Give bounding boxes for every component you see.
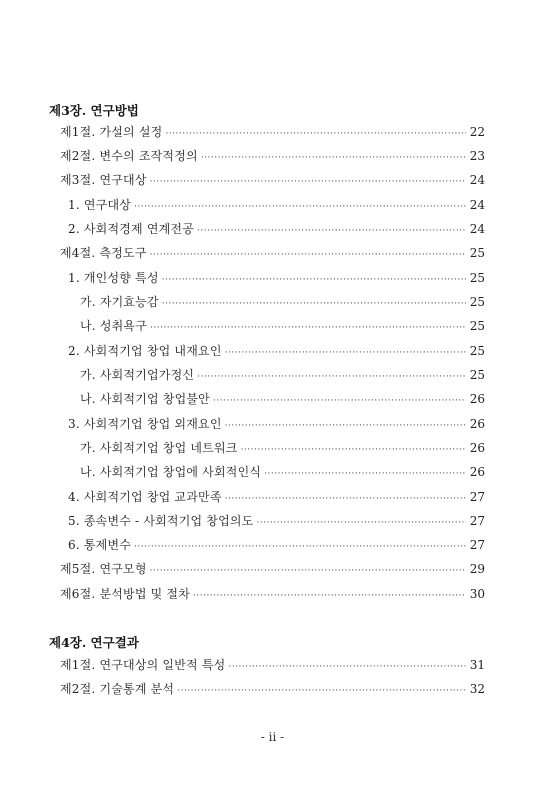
chapter-heading: 제3장. 연구방법 <box>49 103 139 118</box>
toc-entry-label: 제3절. 연구대상 <box>60 173 147 187</box>
toc-entry-label: 3. 사회적기업 창업 외재요인 <box>68 417 222 431</box>
toc-page-number: 24 <box>469 173 485 187</box>
toc-page-number: 32 <box>469 682 485 696</box>
toc-page-number: 25 <box>469 295 485 309</box>
toc-page-number: 25 <box>469 368 485 382</box>
toc-page-number: 29 <box>469 562 485 576</box>
toc-page-number: 27 <box>469 490 485 504</box>
toc-entry[interactable] <box>80 318 485 334</box>
toc-leader-dots <box>197 223 466 239</box>
toc-page-number: 25 <box>469 344 485 358</box>
toc-leader-dots <box>150 563 466 579</box>
toc-entry-label: 가. 사회적기업가정신 <box>80 368 195 382</box>
toc-entry[interactable] <box>60 681 485 697</box>
toc-leader-dots <box>225 491 466 507</box>
toc-entry-label: 제1절. 가설의 설정 <box>60 125 163 139</box>
toc-page-number: 25 <box>469 246 485 260</box>
toc-page-number: 23 <box>469 149 485 163</box>
toc-page-number: 26 <box>469 441 485 455</box>
toc-page-number: 26 <box>469 392 485 406</box>
toc-entry-label: 제6절. 분석방법 및 절차 <box>60 587 191 601</box>
toc-page-number: 26 <box>469 417 485 431</box>
toc-entry[interactable] <box>60 657 485 673</box>
toc-leader-dots <box>150 174 466 190</box>
toc-leader-dots <box>177 683 466 699</box>
toc-entry[interactable] <box>68 221 485 237</box>
toc-leader-dots <box>134 199 466 215</box>
toc-page-number: 25 <box>469 319 485 333</box>
toc-page-number: 31 <box>469 658 485 672</box>
toc-leader-dots <box>201 150 466 166</box>
toc-entry[interactable] <box>68 416 485 432</box>
toc-entry-label: 가. 사회적기업 창업 네트워크 <box>80 441 238 455</box>
toc-entry[interactable] <box>68 343 485 359</box>
toc-leader-dots <box>225 345 466 361</box>
toc-leader-dots <box>197 369 466 385</box>
toc-leader-dots <box>165 126 465 142</box>
page-number-footer: - ii - <box>260 730 285 744</box>
toc-entry[interactable] <box>80 464 485 480</box>
toc-entry-label: 제2절. 변수의 조작적정의 <box>60 149 198 163</box>
toc-entry-label: 4. 사회적기업 창업 교과만족 <box>68 490 222 504</box>
toc-leader-dots <box>162 296 466 312</box>
chapter-heading: 제4장. 연구결과 <box>49 635 139 650</box>
toc-entry-label: 2. 사회적경제 연계전공 <box>68 222 195 236</box>
toc-entry[interactable] <box>60 172 485 188</box>
toc-entry[interactable] <box>68 270 485 286</box>
toc-leader-dots <box>193 588 466 604</box>
toc-leader-dots <box>150 247 466 263</box>
toc-entry-label: 나. 사회적기업 창업에 사회적인식 <box>80 465 262 479</box>
toc-page-number: 27 <box>469 538 485 552</box>
toc-leader-dots <box>213 393 466 409</box>
toc-entry-label: 제1절. 연구대상의 일반적 특성 <box>60 658 226 672</box>
toc-entry-label: 6. 통제변수 <box>68 538 132 552</box>
toc-entry-label: 1. 개인성향 특성 <box>68 271 159 285</box>
toc-entry[interactable] <box>60 586 485 602</box>
toc-entry-label: 가. 자기효능감 <box>80 295 159 309</box>
toc-entry[interactable] <box>60 124 485 140</box>
toc-entry[interactable] <box>60 561 485 577</box>
toc-entry-label: 제5절. 연구모형 <box>60 562 147 576</box>
toc-entry[interactable] <box>68 197 485 213</box>
toc-leader-dots <box>134 539 466 555</box>
toc-page-number: 24 <box>469 198 485 212</box>
toc-leader-dots <box>162 272 466 288</box>
toc-page-number: 30 <box>469 587 485 601</box>
toc-entry-label: 1. 연구대상 <box>68 198 132 212</box>
toc-entry[interactable] <box>80 391 485 407</box>
toc-entry[interactable] <box>68 489 485 505</box>
toc-entry[interactable] <box>60 245 485 261</box>
toc-entry-label: 5. 종속변수 - 사회적기업 창업의도 <box>68 514 254 528</box>
toc-page-number: 24 <box>469 222 485 236</box>
toc-leader-dots <box>228 659 465 675</box>
toc-leader-dots <box>241 442 466 458</box>
toc-entry[interactable] <box>80 294 485 310</box>
toc-entry-label: 제2절. 기술통계 분석 <box>60 682 175 696</box>
toc-page-number: 25 <box>469 271 485 285</box>
toc-entry-label: 나. 사회적기업 창업불안 <box>80 392 210 406</box>
toc-page-number: 26 <box>469 465 485 479</box>
toc-entry-label: 2. 사회적기업 창업 내재요인 <box>68 344 222 358</box>
toc-entry[interactable] <box>68 537 485 553</box>
toc-entry-label: 제4절. 측정도구 <box>60 246 147 260</box>
toc-leader-dots <box>256 515 465 531</box>
toc-entry-label: 나. 성취욕구 <box>80 319 147 333</box>
toc-entry[interactable] <box>68 513 485 529</box>
toc-page-number: 22 <box>469 125 485 139</box>
toc-leader-dots <box>264 466 466 482</box>
toc-page-number: 27 <box>469 514 485 528</box>
toc-entry[interactable] <box>60 148 485 164</box>
toc-leader-dots <box>150 320 466 336</box>
toc-leader-dots <box>225 418 466 434</box>
toc-entry[interactable] <box>80 367 485 383</box>
toc-entry[interactable] <box>80 440 485 456</box>
